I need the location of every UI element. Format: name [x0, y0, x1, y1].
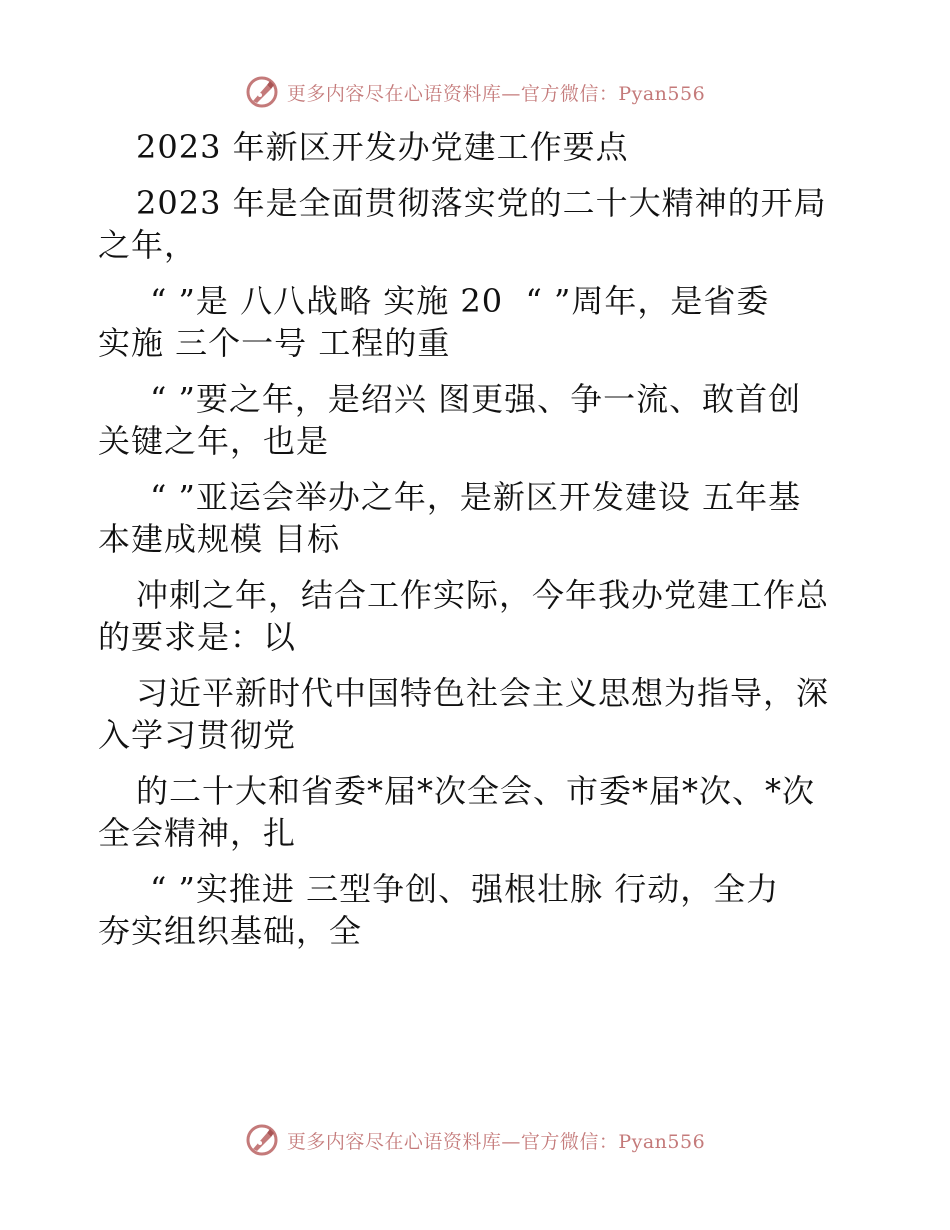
watermark-text: 更多内容尽在心语资料库—官方微信：Pyan556	[286, 1130, 706, 1153]
doc-line: 全会精神，扎	[98, 814, 297, 852]
pen-logo-icon	[245, 75, 279, 109]
doc-line: “ ”实推进 三型争创、强根壮脉 行动，全力	[150, 870, 780, 908]
doc-title: 2023 年新区开发办党建工作要点	[136, 128, 629, 166]
doc-line: 关键之年，也是	[98, 422, 330, 460]
doc-line: “ ”亚运会举办之年，是新区开发建设 五年基	[150, 478, 802, 516]
doc-line: 本建成规模 目标	[98, 520, 341, 558]
doc-line: “ ”要之年，是绍兴 图更强、争一流、敢首创	[150, 380, 802, 418]
doc-line: 冲刺之年，结合工作实际，今年我办党建工作总	[136, 576, 830, 614]
doc-line: 的二十大和省委*届*次全会、市委*届*次、*次	[136, 772, 816, 810]
doc-line: 夯实组织基础，全	[98, 912, 363, 950]
doc-line: 的要求是：以	[98, 618, 297, 656]
doc-line: “ ”是 八八战略 实施 20 “ ”周年，是省委	[150, 282, 770, 320]
footer-watermark	[0, 1120, 950, 1160]
header-watermark	[0, 72, 950, 112]
doc-line: 2023 年是全面贯彻落实党的二十大精神的开局	[136, 184, 827, 222]
doc-line: 习近平新时代中国特色社会主义思想为指导，深	[136, 674, 830, 712]
doc-line: 入学习贯彻党	[98, 716, 297, 754]
watermark-text: 更多内容尽在心语资料库—官方微信：Pyan556	[286, 82, 706, 105]
pen-logo-icon	[245, 1123, 279, 1157]
doc-line: 之年，	[98, 226, 198, 264]
doc-line: 实施 三个一号 工程的重	[98, 324, 451, 362]
document-body	[98, 126, 858, 952]
